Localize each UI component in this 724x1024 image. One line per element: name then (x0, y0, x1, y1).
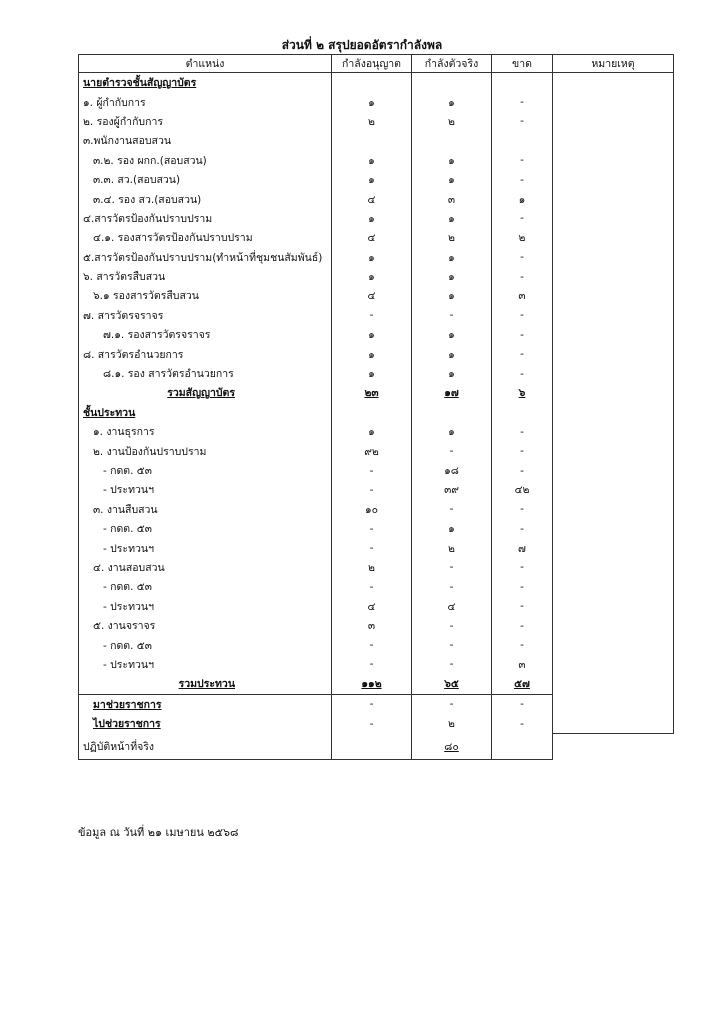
authorized-cell: - (332, 655, 412, 674)
position-label: - ประทวนฯ (79, 655, 332, 674)
position-label: ๘. สารวัตรอำนวยการ (79, 344, 332, 363)
authorized-cell: ๔ (332, 189, 412, 208)
position-label: ๓. งานสืบสวน (79, 500, 332, 519)
position-label: ๗.๑. รองสารวัตรจราจร (79, 325, 332, 344)
header-remarks: หมายเหตุ (553, 55, 674, 73)
table-row (79, 733, 674, 760)
actual-cell: - (412, 558, 492, 577)
position-label: ชั้นประทวน (79, 403, 332, 422)
position-label: ๓.๒. รอง ผกก.(สอบสวน) (79, 151, 332, 170)
shortage-cell: - (492, 597, 553, 616)
authorized-cell: ๑ (332, 92, 412, 111)
authorized-cell: ๑ (332, 248, 412, 267)
shortage-cell (492, 403, 553, 422)
position-label: ๘.๑. รอง สารวัตรอำนวยการ (79, 364, 332, 383)
actual-cell (412, 131, 492, 150)
group-row (79, 73, 674, 93)
actual-cell (412, 73, 492, 93)
authorized-cell: - (332, 694, 412, 714)
actual-cell: ๑ (412, 364, 492, 383)
authorized-cell: ๔ (332, 286, 412, 305)
shortage-cell: - (492, 558, 553, 577)
position-label: รวมสัญญาบัตร (79, 383, 332, 402)
actual-cell: - (412, 635, 492, 654)
blank-cell (553, 733, 674, 760)
actual-cell: ๑๘ (412, 461, 492, 480)
position-label: ๔. งานสอบสวน (79, 558, 332, 577)
authorized-cell: - (332, 635, 412, 654)
actual-cell: ๑ (412, 422, 492, 441)
shortage-cell: - (492, 170, 553, 189)
position-label: ๒. รองผู้กำกับการ (79, 112, 332, 131)
actual-cell: ๔ (412, 597, 492, 616)
authorized-cell: ๑ (332, 209, 412, 228)
actual-cell: ๒ (412, 714, 492, 733)
actual-cell: ๒ (412, 228, 492, 247)
authorized-cell: ๙๒ (332, 441, 412, 460)
shortage-cell: - (492, 151, 553, 170)
position-label: - ประทวนฯ (79, 597, 332, 616)
shortage-cell (492, 73, 553, 93)
position-label: ไปช่วยราชการ (79, 714, 332, 733)
position-label: รวมประทวน (79, 674, 332, 694)
actual-cell: - (412, 694, 492, 714)
shortage-cell: - (492, 441, 553, 460)
position-label: ๕.สารวัตรป้องกันปราบปราม(ทำหน้าที่ชุมชนสัมพันธ์) (79, 248, 332, 267)
actual-cell: ๑ (412, 92, 492, 111)
shortage-cell: ๑ (492, 189, 553, 208)
position-label: - กดต. ๕๓ (79, 461, 332, 480)
authorized-cell: ๑ (332, 325, 412, 344)
authorized-cell: ๒๓ (332, 383, 412, 402)
authorized-cell: - (332, 480, 412, 499)
position-label: ปฏิบัติหน้าที่จริง (79, 733, 332, 760)
authorized-cell (332, 131, 412, 150)
authorized-cell: ๑ (332, 422, 412, 441)
position-label: - ประทวนฯ (79, 480, 332, 499)
shortage-cell: ๗ (492, 538, 553, 557)
shortage-cell: - (492, 306, 553, 325)
shortage-cell: ๒ (492, 228, 553, 247)
table-header-row (79, 55, 674, 73)
authorized-cell: - (332, 538, 412, 557)
actual-cell: ๑ (412, 344, 492, 363)
shortage-cell: - (492, 616, 553, 635)
actual-cell: ๑ (412, 170, 492, 189)
shortage-cell: ๓ (492, 655, 553, 674)
position-label: นายตำรวจชั้นสัญญาบัตร (79, 73, 332, 93)
shortage-cell: - (492, 267, 553, 286)
authorized-cell: ๑๐ (332, 500, 412, 519)
shortage-cell: - (492, 422, 553, 441)
shortage-cell: - (492, 92, 553, 111)
actual-cell (412, 403, 492, 422)
position-label: ๓.๔. รอง สว.(สอบสวน) (79, 189, 332, 208)
shortage-cell: - (492, 325, 553, 344)
actual-cell: ๘๐ (412, 733, 492, 760)
actual-cell: - (412, 306, 492, 325)
shortage-cell: - (492, 500, 553, 519)
position-label: - กดต. ๕๓ (79, 577, 332, 596)
position-label: - กดต. ๕๓ (79, 519, 332, 538)
shortage-cell: - (492, 461, 553, 480)
page-title: ส่วนที่ ๒ สรุปยอดอัตรากำลังพล (281, 38, 443, 52)
actual-cell: - (412, 500, 492, 519)
authorized-cell: ๑ (332, 344, 412, 363)
personnel-summary-table (78, 54, 674, 760)
shortage-cell: - (492, 344, 553, 363)
header-actual: กำลังตัวจริง (412, 55, 492, 73)
shortage-cell: - (492, 209, 553, 228)
authorized-cell: ๒ (332, 558, 412, 577)
actual-cell: ๑ (412, 519, 492, 538)
actual-cell: ๑ (412, 151, 492, 170)
position-label: ๓.พนักงานสอบสวน (79, 131, 332, 150)
position-label: ๔.สารวัตรป้องกันปราบปราม (79, 209, 332, 228)
remarks-cell (553, 73, 674, 734)
shortage-cell: - (492, 248, 553, 267)
header-position: ตำแหน่ง (79, 55, 332, 73)
actual-cell: ๓๙ (412, 480, 492, 499)
actual-cell: ๓ (412, 189, 492, 208)
actual-cell: ๑ (412, 267, 492, 286)
actual-cell: - (412, 616, 492, 635)
authorized-cell: - (332, 577, 412, 596)
position-label: - ประทวนฯ (79, 538, 332, 557)
authorized-cell: ๑ (332, 170, 412, 189)
position-label: ๒. งานป้องกันปราบปราม (79, 441, 332, 460)
authorized-cell: ๑๑๒ (332, 674, 412, 694)
position-label: ๕. งานจราจร (79, 616, 332, 635)
position-label: - กดต. ๕๓ (79, 635, 332, 654)
position-label: ๑. ผู้กำกับการ (79, 92, 332, 111)
authorized-cell: ๑ (332, 151, 412, 170)
actual-cell: ๑๗ (412, 383, 492, 402)
authorized-cell: ๒ (332, 112, 412, 131)
actual-cell: ๑ (412, 209, 492, 228)
actual-cell: ๑ (412, 325, 492, 344)
authorized-cell: ๑ (332, 267, 412, 286)
position-label: ๖. สารวัตรสืบสวน (79, 267, 332, 286)
position-label: ๓.๓. สว.(สอบสวน) (79, 170, 332, 189)
authorized-cell: ๓ (332, 616, 412, 635)
actual-cell: ๑ (412, 286, 492, 305)
authorized-cell: ๔ (332, 597, 412, 616)
position-label: ๖.๑ รองสารวัตรสืบสวน (79, 286, 332, 305)
data-date-note: ข้อมูล ณ วันที่ ๒๑ เมษายน ๒๕๖๘ (78, 826, 239, 839)
position-label: ๔.๑. รองสารวัตรป้องกันปราบปราม (79, 228, 332, 247)
position-label: มาช่วยราชการ (79, 694, 332, 714)
shortage-cell: - (492, 577, 553, 596)
actual-cell: ๖๕ (412, 674, 492, 694)
shortage-cell: ๖ (492, 383, 553, 402)
actual-cell: ๒ (412, 538, 492, 557)
shortage-cell: - (492, 519, 553, 538)
header-shortage: ขาด (492, 55, 553, 73)
shortage-cell: - (492, 714, 553, 733)
authorized-cell: ๑ (332, 364, 412, 383)
actual-cell: - (412, 655, 492, 674)
authorized-cell (332, 733, 412, 760)
shortage-cell: ๔๒ (492, 480, 553, 499)
shortage-cell: - (492, 364, 553, 383)
actual-cell: ๑ (412, 248, 492, 267)
header-authorized: กำลังอนุญาต (332, 55, 412, 73)
authorized-cell (332, 73, 412, 93)
shortage-cell: - (492, 635, 553, 654)
authorized-cell: - (332, 714, 412, 733)
authorized-cell (332, 403, 412, 422)
position-label: ๗. สารวัตรจราจร (79, 306, 332, 325)
shortage-cell (492, 733, 553, 760)
shortage-cell: - (492, 694, 553, 714)
shortage-cell: - (492, 112, 553, 131)
authorized-cell: - (332, 306, 412, 325)
shortage-cell: ๓ (492, 286, 553, 305)
authorized-cell: ๔ (332, 228, 412, 247)
shortage-cell (492, 131, 553, 150)
authorized-cell: - (332, 519, 412, 538)
actual-cell: - (412, 441, 492, 460)
position-label: ๑. งานธุรการ (79, 422, 332, 441)
authorized-cell: - (332, 461, 412, 480)
shortage-cell: ๕๗ (492, 674, 553, 694)
actual-cell: ๒ (412, 112, 492, 131)
actual-cell: - (412, 577, 492, 596)
